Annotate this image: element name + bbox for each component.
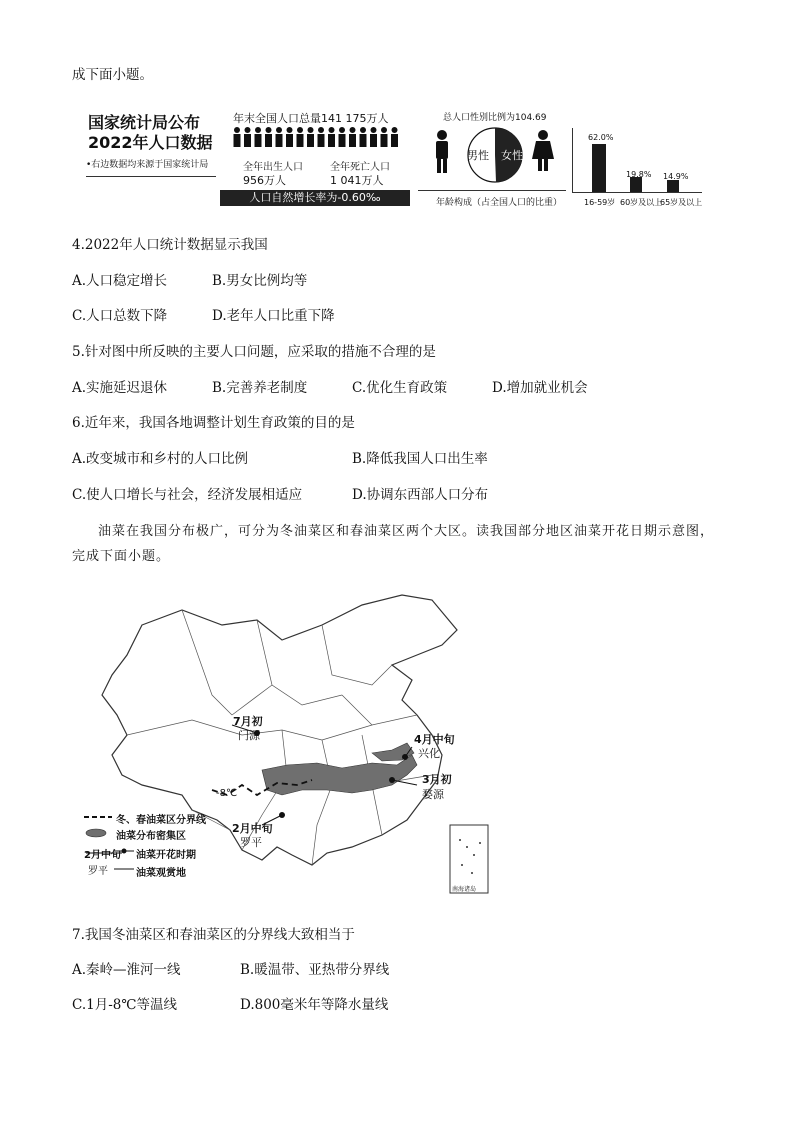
female-label: 女性 <box>501 149 523 162</box>
legend-boundary: 冬、春油菜区分界线 <box>116 815 206 826</box>
divider <box>86 176 216 177</box>
deaths-value: 1 041万人 <box>330 174 384 187</box>
person-icon <box>234 127 241 147</box>
person-icon <box>381 127 388 147</box>
tick-label: 60岁及以上 <box>620 198 663 207</box>
question-4-stem: 4.2022年人口统计数据显示我国 <box>72 237 268 253</box>
legend-zone-symbol <box>86 829 106 837</box>
data-label: 14.9% <box>663 172 689 181</box>
inset-box <box>450 825 488 893</box>
total-population: 年末全国人口总量141 175万人 <box>233 112 389 125</box>
person-icon <box>339 127 346 147</box>
passage-line-2: 完成下面小题。 <box>72 549 171 564</box>
menyuan-date: 7月初 <box>233 715 263 728</box>
chart-baseline <box>572 192 702 193</box>
age-bar <box>667 180 679 192</box>
person-icon <box>286 127 293 147</box>
q7-option-c: C.1月-8℃等温线 <box>72 997 177 1013</box>
luoping-label: 罗平 <box>240 836 262 849</box>
xinghua-label: 兴化 <box>418 747 440 760</box>
person-icon <box>265 127 272 147</box>
male-icon <box>436 130 448 173</box>
q4-option-a: A.人口稳定增长 <box>72 273 168 289</box>
isotherm-label: -8℃ <box>216 788 238 799</box>
q6-option-a: A.改变城市和乡村的人口比例 <box>72 451 249 467</box>
wuyuan-label: 婺源 <box>422 788 444 801</box>
infographic-title-2: 2022年人口数据 <box>88 133 213 152</box>
growth-rate-banner: 人口自然增长率为-0.60‰ <box>220 190 410 206</box>
person-icon <box>328 127 335 147</box>
male-label: 男性 <box>467 149 489 162</box>
sex-ratio-label: 总人口性别比例为104.69 <box>443 113 547 123</box>
tick-label: 65岁及以上 <box>660 198 703 207</box>
q6-option-c: C.使人口增长与社会，经济发展相适应 <box>72 487 303 503</box>
person-icon <box>349 127 356 147</box>
q4-option-d: D.老年人口比重下降 <box>212 308 335 324</box>
luoping-date: 2月中旬 <box>232 822 273 835</box>
deaths-label: 全年死亡人口 <box>330 162 390 173</box>
age-bar <box>592 144 606 192</box>
person-icon <box>307 127 314 147</box>
q5-option-c: C.优化生育政策 <box>352 380 448 396</box>
female-icon <box>532 130 554 171</box>
question-5-stem: 5.针对图中所反映的主要人口问题，应采取的措施不合理的是 <box>72 344 436 360</box>
age-caption: 年龄构成（占全国人口的比重） <box>436 198 563 208</box>
xinghua-date: 4月中旬 <box>414 733 455 746</box>
q6-option-d: D.协调东西部人口分布 <box>352 487 489 503</box>
person-icon <box>276 127 283 147</box>
legend-flowering: 油菜开花时期 <box>136 850 196 861</box>
q4-option-b: B.男女比例均等 <box>212 273 308 289</box>
chart-axis <box>572 128 573 192</box>
person-icon <box>297 127 304 147</box>
person-icon <box>360 127 367 147</box>
people-icons <box>232 126 407 148</box>
person-icon <box>391 127 398 147</box>
person-icon <box>244 127 251 147</box>
age-caption-line <box>418 190 566 191</box>
person-icon <box>370 127 377 147</box>
q5-option-d: D.增加就业机会 <box>492 380 588 396</box>
passage-line-1: 油菜在我国分布极广，可分为冬油菜区和春油菜区两个大区。读我国部分地区油菜开花日期示意图， <box>98 524 715 539</box>
q7-option-d: D.800毫米年等降水量线 <box>240 997 389 1013</box>
wuyuan-date: 3月初 <box>422 773 452 786</box>
infographic-title-1: 国家统计局公布 <box>88 113 201 132</box>
sex-ratio-graphic <box>430 125 570 190</box>
data-label: 19.8% <box>626 170 652 179</box>
question-7-stem: 7.我国冬油菜区和春油菜区的分界线大致相当于 <box>72 927 355 943</box>
question-6-stem: 6.近年来，我国各地调整计划生育政策的目的是 <box>72 415 355 431</box>
inset-label: 南海诸岛 <box>452 886 477 893</box>
q5-option-b: B.完善养老制度 <box>212 380 308 396</box>
data-label: 62.0% <box>588 133 614 142</box>
q7-option-a: A.秦岭—淮河一线 <box>72 962 181 978</box>
legend-example-place: 罗平 <box>88 866 108 877</box>
q5-option-a: A.实施延迟退休 <box>72 380 168 396</box>
births-label: 全年出生人口 <box>243 162 303 173</box>
intro-text: 成下面小题。 <box>72 67 153 83</box>
person-icon <box>318 127 325 147</box>
tick-label: 16-59岁 <box>584 198 616 207</box>
births-value: 956万人 <box>243 174 286 187</box>
q7-option-b: B.暖温带、亚热带分界线 <box>240 962 390 978</box>
legend-viewing: 油菜观赏地 <box>136 868 186 879</box>
source-note: •右边数据均来源于国家统计局 <box>86 160 209 170</box>
person-icon <box>255 127 262 147</box>
q4-option-c: C.人口总数下降 <box>72 308 168 324</box>
legend-example-date: 2月中旬 <box>84 850 121 861</box>
legend-concentrated: 油菜分布密集区 <box>116 831 186 842</box>
q6-option-b: B.降低我国人口出生率 <box>352 451 488 467</box>
menyuan-label: 门源 <box>238 729 260 742</box>
